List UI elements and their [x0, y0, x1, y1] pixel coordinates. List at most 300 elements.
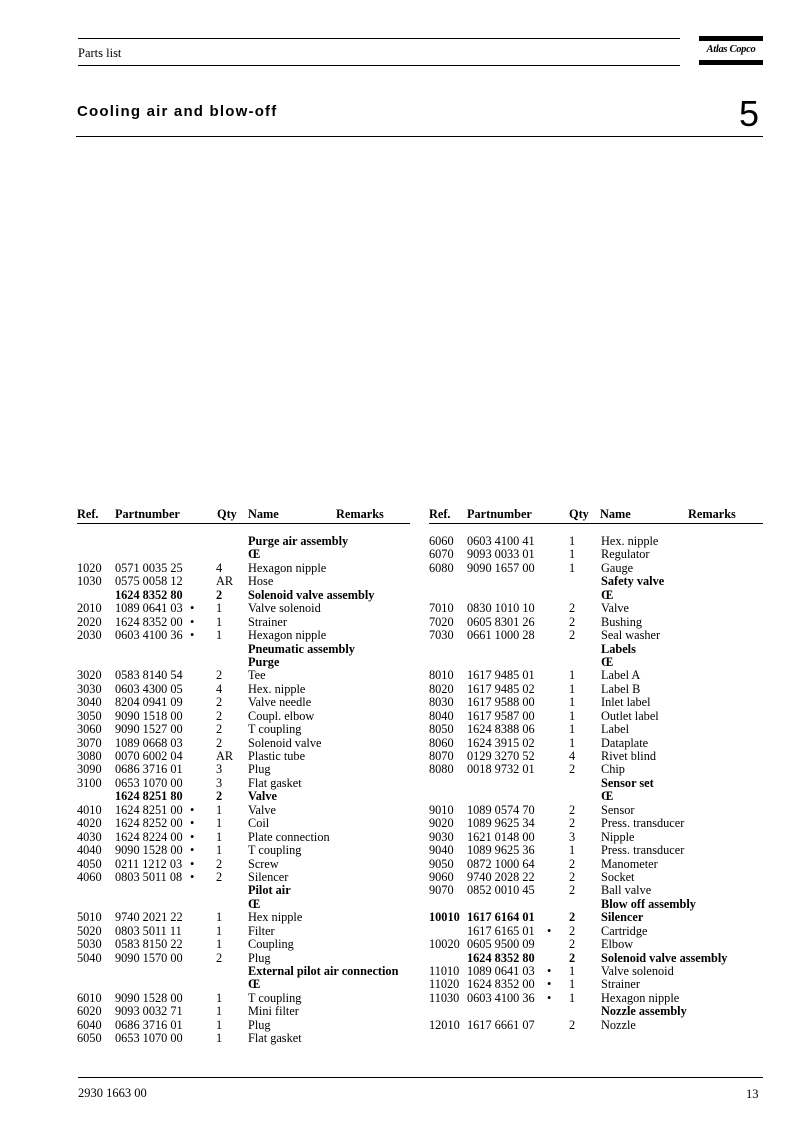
qty-cell: 2 [216, 856, 223, 871]
part-number-cell: 9090 1657 00 [467, 560, 535, 575]
qty-cell: 1 [216, 990, 223, 1005]
qty-cell: 1 [569, 560, 576, 575]
name-cell: Hexagon nipple [248, 560, 327, 575]
table-row [429, 643, 763, 656]
part-number-cell: 0653 1070 00 [115, 1031, 183, 1046]
qty-cell: 1 [569, 668, 576, 683]
table-row [429, 1019, 763, 1032]
ref-cell: 6050 [77, 1031, 102, 1046]
ref-cell: 7020 [429, 614, 454, 629]
part-number-cell: 1617 9588 00 [467, 695, 535, 710]
part-number-cell: 0686 3716 01 [115, 1017, 183, 1032]
qty-cell: 2 [569, 950, 576, 965]
name-cell: Strainer [248, 614, 287, 629]
name-cell: Flat gasket [248, 775, 302, 790]
table-row [77, 858, 410, 871]
qty-cell: 2 [569, 628, 576, 643]
name-cell: Hex nipple [248, 910, 303, 925]
ref-cell: 8060 [429, 735, 454, 750]
ref-cell: 3050 [77, 708, 102, 723]
qty-cell: 1 [569, 735, 576, 750]
header-bottom-rule [78, 65, 680, 66]
ref-cell: 8080 [429, 762, 454, 777]
qty-cell: AR [216, 749, 234, 763]
table-row [429, 602, 763, 615]
table-row [429, 817, 763, 830]
ref-cell: 1020 [77, 560, 102, 575]
part-number-cell: 1617 9485 02 [467, 681, 535, 696]
table-row [77, 965, 410, 978]
ref-cell: 3080 [77, 749, 102, 763]
ref-cell: 9040 [429, 843, 454, 858]
name-cell: Plug [248, 950, 271, 965]
ref-cell: 3070 [77, 735, 102, 750]
table-row [77, 763, 410, 776]
name-cell: Silencer [601, 910, 644, 925]
table-row [429, 1005, 763, 1018]
qty-cell: 2 [216, 869, 223, 884]
part-number-cell: 0603 4100 36 [467, 990, 535, 1005]
table-row [429, 763, 763, 776]
logo-top-bar [699, 36, 763, 41]
table-row [429, 710, 763, 723]
name-cell: Coupl. elbow [248, 708, 315, 723]
ref-cell: 5010 [77, 910, 102, 925]
table-row [429, 884, 763, 897]
name-cell: Hexagon nipple [601, 990, 680, 1005]
name-cell: Label B [601, 681, 641, 696]
part-number-cell: 0603 4100 36 [115, 628, 183, 643]
name-cell: Sensor [601, 802, 635, 817]
name-cell: Manometer [601, 856, 658, 871]
qty-cell: 1 [569, 977, 576, 992]
name-cell: Press. transducer [601, 843, 685, 858]
part-number-cell: 0605 8301 26 [467, 614, 535, 629]
part-number-cell: 0571 0035 25 [115, 560, 183, 575]
name-cell: Mini filter [248, 1004, 299, 1019]
part-number-cell: 0129 3270 52 [467, 749, 535, 763]
qty-cell: 1 [216, 829, 223, 844]
name-cell: Purge air assembly [248, 534, 349, 548]
table-row [429, 750, 763, 763]
table-row [429, 898, 763, 911]
name-cell: Nipple [601, 829, 635, 844]
name-cell: Silencer [248, 869, 289, 884]
table-row [429, 575, 763, 588]
name-cell: Label A [601, 668, 641, 683]
ref-cell: 6010 [77, 990, 102, 1005]
name-cell: Dataplate [601, 735, 649, 750]
qty-cell: 2 [569, 802, 576, 817]
name-cell: Coil [248, 816, 270, 831]
part-number-cell: 1089 0574 70 [467, 802, 535, 817]
name-cell: Œ [601, 587, 614, 602]
part-number-cell: 0575 0058 12 [115, 574, 183, 589]
part-number-cell: 0603 4300 05 [115, 681, 183, 696]
table-header [429, 507, 763, 524]
parts-table-left [77, 507, 410, 1046]
table-row [77, 978, 410, 991]
table-row [77, 535, 410, 548]
name-cell: Hex. nipple [248, 681, 306, 696]
name-cell: Blow off assembly [601, 896, 696, 911]
table-row [77, 575, 410, 588]
qty-cell: 2 [569, 937, 576, 952]
table-row [77, 629, 410, 642]
part-number-cell: 9740 2028 22 [467, 869, 535, 884]
part-number-cell: 0583 8150 22 [115, 937, 183, 952]
header-label: Parts list [78, 46, 122, 60]
table-row [77, 871, 410, 884]
service-dot: • [190, 816, 195, 831]
ref-cell: 7010 [429, 601, 454, 616]
ref-cell: 6040 [77, 1017, 102, 1032]
table-row [429, 992, 763, 1005]
qty-cell: 1 [569, 534, 576, 548]
name-cell: Bushing [601, 614, 642, 629]
ref-cell: 9020 [429, 816, 454, 831]
table-row [77, 804, 410, 817]
ref-cell: 2010 [77, 601, 102, 616]
table-row [429, 804, 763, 817]
qty-cell: 1 [216, 628, 223, 643]
table-row [77, 710, 410, 723]
table-row [77, 616, 410, 629]
part-number-cell: 0803 5011 08 [115, 869, 183, 884]
part-number-cell: 9093 0033 01 [467, 547, 535, 562]
atlas-copco-logo [699, 36, 763, 66]
col-qty-header: Qty [217, 507, 237, 521]
name-cell: Socket [601, 869, 635, 884]
table-row [77, 925, 410, 938]
table-row [77, 1005, 410, 1018]
part-number-cell: 1089 9625 34 [467, 816, 535, 831]
table-row [77, 602, 410, 615]
name-cell: Pneumatic assembly [248, 641, 355, 656]
name-cell: Valve [601, 601, 629, 616]
name-cell: Valve solenoid [601, 964, 674, 978]
table-row [77, 737, 410, 750]
name-cell: Filter [248, 923, 275, 938]
part-number-cell: 1624 8251 00 [115, 802, 183, 817]
name-cell: Solenoid valve [248, 735, 322, 750]
service-dot: • [190, 869, 195, 884]
ref-cell: 8010 [429, 668, 454, 683]
logo-wordmark: Atlas Copco [706, 44, 756, 55]
ref-cell: 8030 [429, 695, 454, 710]
name-cell: T coupling [248, 990, 302, 1005]
name-cell: Strainer [601, 977, 640, 992]
service-dot: • [547, 923, 552, 938]
part-number-cell: 1624 8352 80 [115, 587, 183, 602]
name-cell: Seal washer [601, 628, 661, 643]
ref-cell: 6070 [429, 547, 454, 562]
name-cell: Label [601, 722, 629, 737]
ref-cell: 9050 [429, 856, 454, 871]
page-number: 13 [746, 1087, 759, 1101]
table-row [77, 844, 410, 857]
name-cell: Plate connection [248, 829, 330, 844]
qty-cell: 2 [569, 883, 576, 898]
qty-cell: 2 [569, 856, 576, 871]
name-cell: Regulator [601, 547, 650, 562]
name-cell: Outlet label [601, 708, 659, 723]
table-row [77, 562, 410, 575]
service-dot: • [190, 614, 195, 629]
ref-cell: 9070 [429, 883, 454, 898]
part-number-cell: 9090 1518 00 [115, 708, 183, 723]
name-cell: Hexagon nipple [248, 628, 327, 643]
part-number-cell: 1624 8352 00 [467, 977, 535, 992]
table-row [429, 669, 763, 682]
table-row [77, 723, 410, 736]
table-row [429, 925, 763, 938]
section-title: Cooling air and blow-off [77, 103, 278, 120]
logo-bottom-bar [699, 60, 763, 65]
qty-cell: 1 [216, 1017, 223, 1032]
part-number-cell: 0803 5011 11 [115, 923, 182, 938]
qty-cell: 2 [216, 587, 223, 602]
name-cell: Plug [248, 762, 271, 777]
part-number-cell: 1621 0148 00 [467, 829, 535, 844]
part-number-cell: 1617 9587 00 [467, 708, 535, 723]
ref-cell: 6020 [77, 1004, 102, 1019]
qty-cell: 2 [216, 950, 223, 965]
table-row [77, 683, 410, 696]
service-dot: • [547, 990, 552, 1005]
part-number-cell: 1624 8251 80 [115, 789, 183, 804]
part-number-cell: 0872 1000 64 [467, 856, 535, 871]
qty-cell: 1 [569, 990, 576, 1005]
ref-cell: 8070 [429, 749, 454, 763]
service-dot: • [190, 802, 195, 817]
qty-cell: 1 [569, 695, 576, 710]
table-row [77, 952, 410, 965]
part-number-cell: 1089 9625 36 [467, 843, 535, 858]
table-row [77, 777, 410, 790]
qty-cell: 2 [569, 614, 576, 629]
name-cell: Nozzle [601, 1017, 636, 1032]
ref-cell: 6080 [429, 560, 454, 575]
ref-cell: 2020 [77, 614, 102, 629]
document-number: 2930 1663 00 [78, 1086, 147, 1100]
qty-cell: 2 [216, 789, 223, 804]
table-row [77, 548, 410, 561]
name-cell: Valve [248, 789, 277, 804]
name-cell: Press. transducer [601, 816, 685, 831]
col-remarks-header: Remarks [688, 507, 736, 521]
name-cell: Ball valve [601, 883, 652, 898]
service-dot: • [190, 843, 195, 858]
name-cell: Sensor set [601, 775, 654, 790]
ref-cell: 8040 [429, 708, 454, 723]
table-row [429, 616, 763, 629]
table-row [77, 1032, 410, 1045]
ref-cell: 4050 [77, 856, 102, 871]
qty-cell: 2 [569, 923, 576, 938]
part-number-cell: 0018 9732 01 [467, 762, 535, 777]
part-number-cell: 9090 1528 00 [115, 990, 183, 1005]
qty-cell: 3 [216, 775, 223, 790]
qty-cell: 4 [216, 560, 223, 575]
name-cell: Valve [248, 802, 276, 817]
qty-cell: 1 [569, 547, 576, 562]
ref-cell: 11010 [429, 964, 460, 978]
name-cell: T coupling [248, 722, 302, 737]
ref-cell: 7030 [429, 628, 454, 643]
ref-cell: 5020 [77, 923, 102, 938]
part-number-cell: 0830 1010 10 [467, 601, 535, 616]
col-remarks-header: Remarks [336, 507, 384, 521]
ref-cell: 5040 [77, 950, 102, 965]
ref-cell: 10010 [429, 910, 460, 925]
name-cell: Plastic tube [248, 749, 306, 763]
table-row [77, 817, 410, 830]
qty-cell: 1 [569, 708, 576, 723]
qty-cell: 2 [216, 708, 223, 723]
name-cell: Labels [601, 641, 636, 656]
qty-cell: 1 [216, 910, 223, 925]
qty-cell: 1 [216, 1031, 223, 1046]
table-row [77, 656, 410, 669]
service-dot: • [547, 977, 552, 992]
table-header [77, 507, 410, 524]
service-dot: • [190, 829, 195, 844]
qty-cell: 2 [216, 695, 223, 710]
table-row [429, 777, 763, 790]
ref-cell: 8050 [429, 722, 454, 737]
ref-cell: 4020 [77, 816, 102, 831]
ref-cell: 2030 [77, 628, 102, 643]
qty-cell: 2 [569, 816, 576, 831]
name-cell: External pilot air connection [248, 964, 399, 978]
qty-cell: 1 [216, 816, 223, 831]
part-number-cell: 9090 1570 00 [115, 950, 183, 965]
qty-cell: 2 [569, 869, 576, 884]
qty-cell: 2 [569, 1017, 576, 1032]
part-number-cell: 1089 0641 03 [115, 601, 183, 616]
part-number-cell: 0686 3716 01 [115, 762, 183, 777]
ref-cell: 3090 [77, 762, 102, 777]
table-row [429, 844, 763, 857]
name-cell: Œ [601, 789, 614, 804]
table-row [429, 965, 763, 978]
table-row [77, 790, 410, 803]
part-number-cell: 0661 1000 28 [467, 628, 535, 643]
ref-cell: 1030 [77, 574, 102, 589]
ref-cell: 6060 [429, 534, 454, 548]
table-row [77, 750, 410, 763]
table-row [429, 562, 763, 575]
name-cell: Chip [601, 762, 625, 777]
ref-cell: 4040 [77, 843, 102, 858]
name-cell: Plug [248, 1017, 271, 1032]
qty-cell: 2 [216, 668, 223, 683]
name-cell: Œ [248, 896, 261, 911]
name-cell: Nozzle assembly [601, 1004, 687, 1019]
qty-cell: 1 [569, 681, 576, 696]
qty-cell: 3 [569, 829, 576, 844]
qty-cell: 1 [216, 614, 223, 629]
col-part-header: Partnumber [467, 507, 532, 521]
table-row [77, 589, 410, 602]
table-row [77, 938, 410, 951]
qty-cell: 1 [216, 601, 223, 616]
ref-cell: 3060 [77, 722, 102, 737]
qty-cell: 1 [569, 722, 576, 737]
qty-cell: 4 [216, 681, 223, 696]
table-row [429, 589, 763, 602]
qty-cell: 1 [216, 937, 223, 952]
table-row [429, 696, 763, 709]
table-row [77, 898, 410, 911]
qty-cell: 3 [216, 762, 223, 777]
service-dot: • [190, 601, 195, 616]
part-number-cell: 1624 8352 00 [115, 614, 183, 629]
qty-cell: 2 [216, 722, 223, 737]
qty-cell: 1 [216, 843, 223, 858]
parts-table-right [429, 507, 763, 1032]
part-number-cell: 9740 2021 22 [115, 910, 183, 925]
table-row [429, 871, 763, 884]
name-cell: Gauge [601, 560, 634, 575]
ref-cell: 3030 [77, 681, 102, 696]
table-row [429, 858, 763, 871]
part-number-cell: 1624 8252 00 [115, 816, 183, 831]
ref-cell: 9060 [429, 869, 454, 884]
ref-cell: 11030 [429, 990, 460, 1005]
table-row [429, 683, 763, 696]
name-cell: Solenoid valve assembly [248, 587, 375, 602]
table-row [429, 737, 763, 750]
table-row [77, 884, 410, 897]
col-part-header: Partnumber [115, 507, 180, 521]
ref-cell: 3040 [77, 695, 102, 710]
col-name-header: Name [600, 507, 631, 521]
part-number-cell: 9090 1528 00 [115, 843, 183, 858]
part-number-cell: 0605 9500 09 [467, 937, 535, 952]
ref-cell: 10020 [429, 937, 460, 952]
table-rows [77, 535, 410, 1046]
table-row [429, 938, 763, 951]
table-row [429, 548, 763, 561]
name-cell: Purge [248, 654, 280, 669]
table-row [77, 643, 410, 656]
ref-cell: 5030 [77, 937, 102, 952]
name-cell: Hex. nipple [601, 534, 659, 548]
part-number-cell: 0852 0010 45 [467, 883, 535, 898]
name-cell: Pilot air [248, 883, 291, 898]
service-dot: • [190, 856, 195, 871]
ref-cell: 4030 [77, 829, 102, 844]
qty-cell: 1 [569, 843, 576, 858]
part-number-cell: 1617 6165 01 [467, 923, 535, 938]
name-cell: Valve solenoid [248, 601, 321, 616]
name-cell: Hose [248, 574, 274, 589]
qty-cell: 1 [216, 923, 223, 938]
title-rule [76, 136, 763, 137]
table-row [429, 911, 763, 924]
part-number-cell: 0603 4100 41 [467, 534, 535, 548]
name-cell: Screw [248, 856, 279, 871]
ref-cell: 8020 [429, 681, 454, 696]
table-row [429, 831, 763, 844]
part-number-cell: 1089 0668 03 [115, 735, 183, 750]
part-number-cell: 0070 6002 04 [115, 749, 183, 763]
part-number-cell: 0583 8140 54 [115, 668, 183, 683]
header-top-rule [78, 38, 680, 39]
name-cell: Œ [248, 977, 261, 992]
